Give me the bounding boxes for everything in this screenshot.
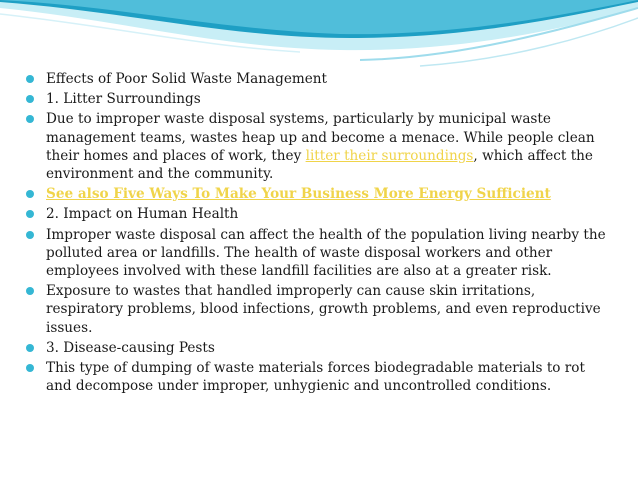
bullet-dot-icon xyxy=(26,95,34,103)
litter-surroundings-link[interactable]: litter their surroundings xyxy=(305,147,474,164)
bullet-see-also xyxy=(24,185,614,203)
bullet-text: 3. Disease-causing Pests xyxy=(46,339,215,356)
bullet-dot-icon xyxy=(26,364,34,372)
bullet-human-health xyxy=(24,205,614,223)
bullet-dot-icon xyxy=(26,287,34,295)
bullet-text: Exposure to wastes that handled improperly can cause skin irritations, respiratory problems, blood infections, growth problems, and even reproductive issues. xyxy=(46,283,601,336)
bullet-text-after: , which affect the environment and the community. xyxy=(46,147,593,183)
bullet-list xyxy=(24,70,614,397)
bullet-effects-heading xyxy=(24,70,614,88)
bullet-exposure xyxy=(24,282,614,337)
header-wave-decoration xyxy=(0,0,638,80)
bullet-text: This type of dumping of waste materials forces biodegradable materials to rot and decompose under improper, unhygienic and uncontrolled conditions. xyxy=(46,360,585,395)
bullet-dot-icon xyxy=(26,231,34,239)
bullet-dot-icon xyxy=(26,190,34,198)
bullet-text: Effects of Poor Solid Waste Management xyxy=(46,71,328,87)
bullet-dumping xyxy=(24,359,614,395)
bullet-text-before: Due to improper waste disposal systems, particularly by municipal waste management teams, wastes heap up and become a menace. While people clean their homes and places of work, they xyxy=(46,111,595,164)
bullet-text: 1. Litter Surroundings xyxy=(46,91,201,108)
bullet-text: Improper waste disposal can affect the health of the population living nearby the polluted area or landfills. The health of waste disposal workers and other employees involved with these landfill facilities are also at a greater risk. xyxy=(46,226,606,280)
bullet-dot-icon xyxy=(26,344,34,352)
bullet-dot-icon xyxy=(26,210,34,218)
bullet-improper-disposal xyxy=(24,110,614,183)
bullet-dot-icon xyxy=(26,115,34,123)
bullet-litter-surroundings xyxy=(24,90,614,108)
bullet-health-impact xyxy=(24,226,614,281)
see-also-link[interactable]: See also Five Ways To Make Your Business More Energy Sufficient xyxy=(46,186,551,203)
bullet-text: 2. Impact on Human Health xyxy=(46,206,239,223)
bullet-pests xyxy=(24,339,614,357)
bullet-dot-icon xyxy=(26,75,34,83)
